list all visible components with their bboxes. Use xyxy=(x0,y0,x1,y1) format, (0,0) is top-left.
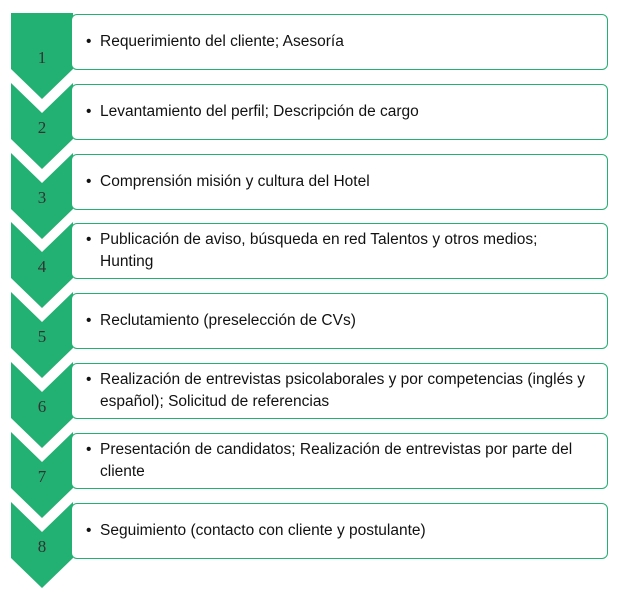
process-step xyxy=(0,502,620,582)
step-description-box xyxy=(71,363,608,419)
bullet-icon: • xyxy=(86,33,92,50)
bullet-icon: • xyxy=(86,521,92,539)
step-description-box xyxy=(71,14,608,70)
step-description-box xyxy=(71,503,608,559)
step-text: Seguimiento (contacto con cliente y postulante) xyxy=(100,521,426,539)
step-number: 2 xyxy=(37,117,47,137)
step-text: Publicación de aviso, búsqueda en red Talentos y otros medios; Hunting xyxy=(100,231,538,271)
step-description-box xyxy=(71,154,608,210)
step-bullet-item xyxy=(86,171,370,193)
process-step xyxy=(0,13,620,93)
step-number: 1 xyxy=(37,48,47,67)
step-text: Reclutamiento (preselección de CVs) xyxy=(100,312,356,330)
step-number: 4 xyxy=(37,257,47,277)
step-description-box xyxy=(71,433,608,489)
step-description-box xyxy=(71,293,608,349)
step-text: Presentación de candidatos; Realización de entrevistas por parte del cliente xyxy=(100,440,573,480)
process-step xyxy=(0,292,620,372)
step-number: 8 xyxy=(37,536,47,556)
step-bullet-item xyxy=(86,369,595,413)
bullet-icon: • xyxy=(86,231,92,249)
step-text: Realización de entrevistas psicolaborales y por competencias (inglés y español); Solicitud de referencias xyxy=(100,371,586,410)
process-step xyxy=(0,83,620,163)
step-text: Comprensión misión y cultura del Hotel xyxy=(100,172,370,190)
bullet-icon: • xyxy=(86,172,92,190)
step-number: 7 xyxy=(37,466,47,486)
step-number: 5 xyxy=(37,327,47,347)
step-bullet-item xyxy=(86,101,419,123)
step-description-box xyxy=(71,223,608,279)
process-step xyxy=(0,432,620,512)
process-step xyxy=(0,153,620,233)
bullet-icon: • xyxy=(86,440,92,458)
step-bullet-item xyxy=(86,229,595,273)
bullet-icon: • xyxy=(86,102,92,120)
step-bullet-item xyxy=(86,520,426,542)
step-text: Levantamiento del perfil; Descripción de cargo xyxy=(100,102,419,120)
step-bullet-item xyxy=(86,439,595,483)
step-number: 3 xyxy=(37,187,47,207)
bullet-icon: • xyxy=(86,371,92,388)
step-bullet-item xyxy=(86,310,356,332)
step-bullet-item xyxy=(86,31,344,53)
step-number: 6 xyxy=(37,397,47,416)
process-step xyxy=(0,222,620,302)
step-description-box xyxy=(71,84,608,140)
step-text: Requerimiento del cliente; Asesoría xyxy=(100,33,344,50)
process-step xyxy=(0,362,620,442)
bullet-icon: • xyxy=(86,312,92,330)
